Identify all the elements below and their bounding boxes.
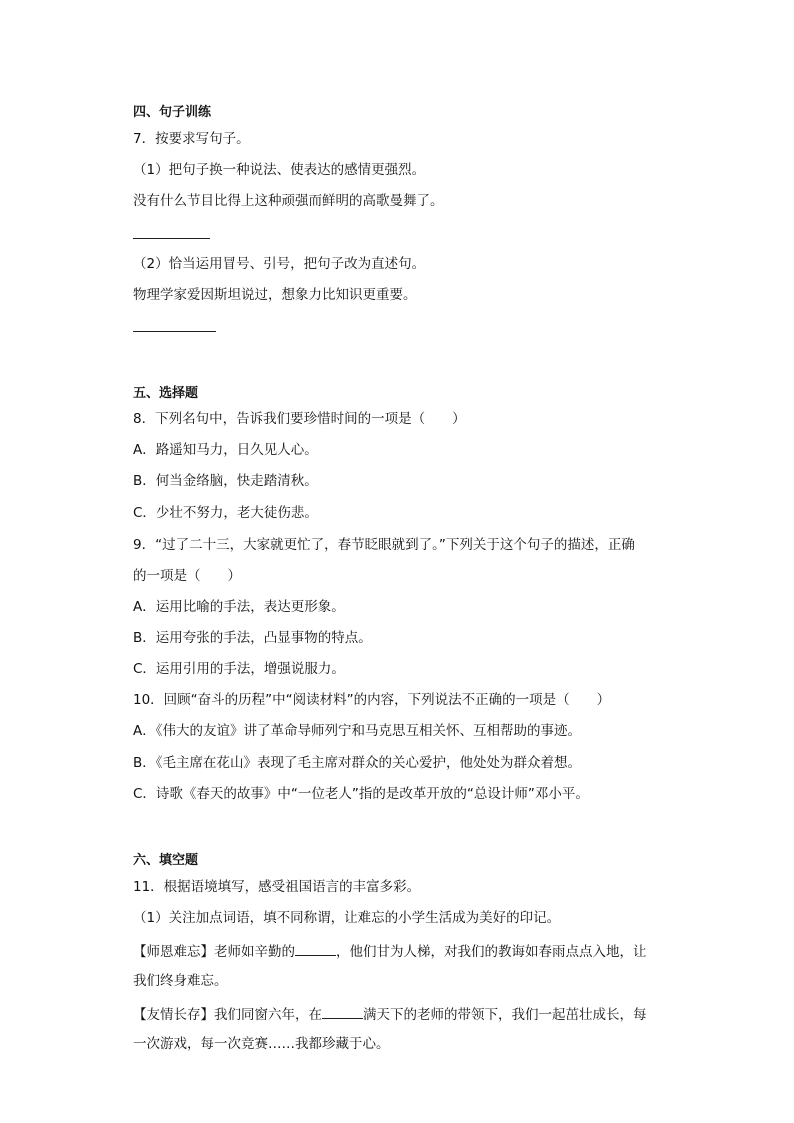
question-10: 10．回顾“奋斗的历程”中“阅读材料”的内容，下列说法不正确的一项是（ ） (133, 692, 611, 708)
answer-line-7-1[interactable] (133, 238, 210, 239)
section-heading-multiple-choice: 五、选择题 (133, 386, 199, 401)
answer-line-7-2[interactable] (133, 331, 216, 332)
paragraph-friendship-text-b: 满天下的老师的带领下，我们一起茁壮成长，每 (363, 1007, 647, 1023)
question-9-line-1: 9．“过了二十三，大家就更忙了，春节眨眼就到了。”下列关于这个句子的描述，正确 (133, 537, 635, 553)
question-10-option-a[interactable]: A．《伟大的友谊》讲了革命导师列宁和马克思互相关怀、互相帮助的事迹。 (133, 723, 581, 739)
paragraph-friendship-line-1 (133, 1004, 647, 1024)
paragraph-teacher-line-1 (133, 941, 647, 961)
question-9-line-2: 的一项是（ ） (133, 568, 241, 584)
section-heading-sentence-training: 四、句子训练 (133, 105, 212, 120)
question-9-option-c[interactable]: C．运用引用的手法，增强说服力。 (133, 661, 345, 677)
question-7-part-1: （1）把句子换一种说法、使表达的感情更强烈。 (133, 162, 426, 178)
paragraph-friendship-text-a: 【友情长存】我们同窗六年，在 (133, 1007, 322, 1023)
paragraph-teacher-line-2: 我们终身难忘。 (133, 973, 228, 989)
question-11-part-1: （1）关注加点词语，填不同称谓，让难忘的小学生活成为美好的印记。 (133, 910, 561, 926)
question-8: 8．下列名句中，告诉我们要珍惜时间的一项是（ ） (133, 411, 466, 427)
question-11: 11．根据语境填写，感受祖国语言的丰富多彩。 (133, 879, 421, 895)
fill-blank-2[interactable] (322, 1004, 363, 1019)
paragraph-friendship-line-2: 一次游戏，每一次竞赛……我都珍藏于心。 (133, 1036, 390, 1052)
question-7-part-1-sentence: 没有什么节目比得上这种顽强而鲜明的高歌曼舞了。 (133, 193, 444, 209)
question-7: 7．按要求写句子。 (133, 131, 250, 147)
question-10-option-c[interactable]: C．诗歌《春天的故事》中“一位老人”指的是改革开放的“总设计师”邓小平。 (133, 786, 589, 802)
question-8-option-b[interactable]: B．何当金络脑，快走踏清秋。 (133, 473, 318, 489)
paragraph-teacher-text-a: 【师恩难忘】老师如辛勤的 (133, 944, 295, 960)
question-7-part-2-sentence: 物理学家爱因斯坦说过，想象力比知识更重要。 (133, 287, 417, 303)
question-9-option-b[interactable]: B．运用夸张的手法，凸显事物的特点。 (133, 630, 372, 646)
question-10-option-b[interactable]: B．《毛主席在花山》表现了毛主席对群众的关心爱护，他处处为群众着想。 (133, 755, 582, 771)
question-7-part-2: （2）恰当运用冒号、引号，把句子改为直述句。 (133, 256, 426, 272)
paragraph-teacher-text-b: ，他们甘为人梯，对我们的教诲如春雨点点入地，让 (336, 944, 647, 960)
question-9-option-a[interactable]: A．运用比喻的手法，表达更形象。 (133, 599, 345, 615)
fill-blank-1[interactable] (295, 941, 336, 956)
section-heading-fill-in: 六、填空题 (133, 853, 199, 868)
question-8-option-c[interactable]: C．少壮不努力，老大徒伤悲。 (133, 505, 318, 521)
question-8-option-a[interactable]: A．路遥知马力，日久见人心。 (133, 442, 318, 458)
